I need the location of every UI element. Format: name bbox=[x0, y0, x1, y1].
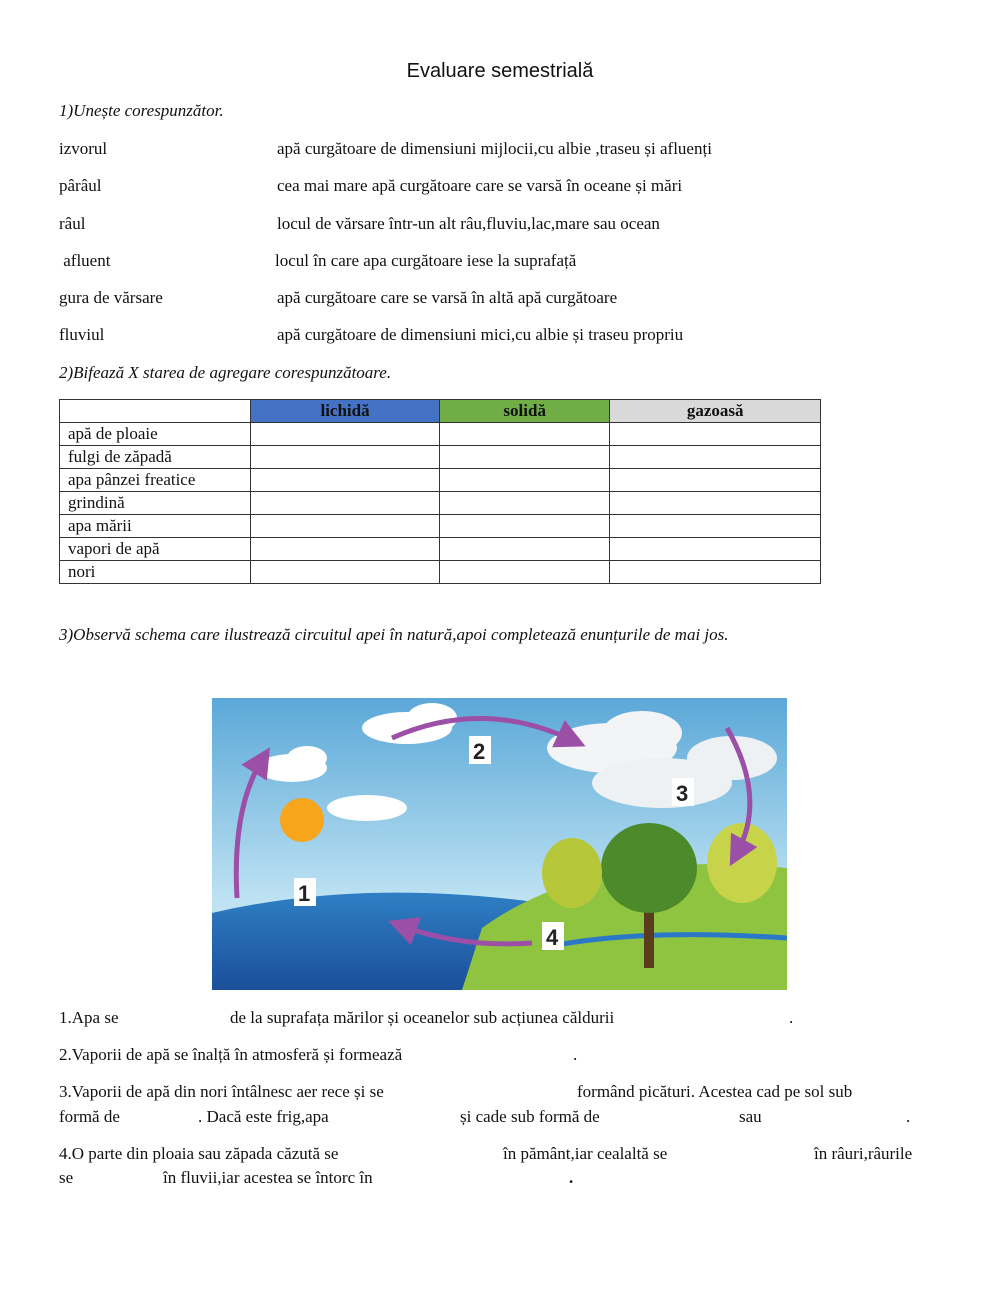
check-cell-solida[interactable] bbox=[440, 561, 610, 584]
check-cell-solida[interactable] bbox=[440, 469, 610, 492]
q3-prompt: 3)Observă schema care ilustrează circuitul apei în natură,apoi completează enunțurile de mai jos. bbox=[59, 625, 729, 644]
header-lichida: lichidă bbox=[251, 400, 440, 423]
row-label: grindină bbox=[60, 492, 251, 515]
row-label: apa mării bbox=[60, 515, 251, 538]
q1-right-item[interactable]: apă curgătoare de dimensiuni mici,cu albie și traseu propriu bbox=[277, 325, 684, 344]
row-label: apa pânzei freatice bbox=[60, 469, 251, 492]
table-row bbox=[60, 561, 821, 584]
states-table bbox=[59, 399, 821, 584]
q1-prompt: 1)Unește corespunzător. bbox=[59, 101, 224, 120]
s3-blank-5[interactable] bbox=[768, 1107, 911, 1129]
check-cell-solida[interactable] bbox=[440, 538, 610, 561]
s4-text: se bbox=[59, 1168, 74, 1187]
diagram-label-1: 1 bbox=[298, 881, 311, 906]
check-cell-gazoasa[interactable] bbox=[610, 538, 821, 561]
s3-text: sau bbox=[739, 1107, 762, 1126]
s4-text: în râuri,râurile bbox=[814, 1144, 913, 1163]
s1-text: 1.Apa se bbox=[59, 1008, 119, 1027]
table-row bbox=[60, 515, 821, 538]
s1-blank-1[interactable] bbox=[132, 1008, 228, 1030]
s1-text: de la suprafața mărilor și oceanelor sub acțiunea căldurii bbox=[230, 1008, 615, 1027]
s3-text: formă de bbox=[59, 1107, 120, 1126]
s4-text: . bbox=[569, 1168, 574, 1187]
q1-left-item[interactable]: afluent bbox=[59, 251, 111, 270]
header-empty bbox=[60, 400, 251, 423]
check-cell-lichida[interactable] bbox=[251, 446, 440, 469]
s4-text: în pământ,iar cealaltă se bbox=[503, 1144, 668, 1163]
diagram-label-4: 4 bbox=[546, 925, 559, 950]
q1-right-item[interactable]: locul de vărsare într-un alt râu,fluviu,lac,mare sau ocean bbox=[277, 214, 660, 233]
s3-blank-1[interactable] bbox=[440, 1082, 576, 1104]
sun bbox=[280, 798, 324, 842]
q2-prompt: 2)Bifează X starea de agregare corespunzătoare. bbox=[59, 363, 392, 382]
s3-blank-3[interactable] bbox=[352, 1107, 460, 1129]
table-row bbox=[60, 469, 821, 492]
page-title: Evaluare semestrială bbox=[406, 60, 594, 82]
water-cycle-diagram bbox=[212, 698, 787, 990]
s4-blank-4[interactable] bbox=[408, 1168, 570, 1190]
s4-blank-2[interactable] bbox=[696, 1144, 812, 1166]
s3-text: . bbox=[906, 1107, 911, 1126]
check-cell-gazoasa[interactable] bbox=[610, 469, 821, 492]
s4-text: 4.O parte din ploaia sau zăpada căzută se bbox=[59, 1144, 339, 1163]
q1-right-item[interactable]: cea mai mare apă curgătoare care se varsă în oceane și mări bbox=[277, 176, 683, 195]
s3-text: . Dacă este frig,apa bbox=[198, 1107, 329, 1126]
s3-text: formând picături. Acestea cad pe sol sub bbox=[577, 1082, 853, 1101]
row-label: fulgi de zăpadă bbox=[60, 446, 251, 469]
q1-left-item[interactable]: pârâul bbox=[59, 176, 102, 195]
s1-blank-2[interactable] bbox=[676, 1008, 790, 1030]
check-cell-lichida[interactable] bbox=[251, 423, 440, 446]
table-row bbox=[60, 446, 821, 469]
q1-right-item[interactable]: locul în care apa curgătoare iese la suprafață bbox=[275, 251, 577, 270]
row-label: vapori de apă bbox=[60, 538, 251, 561]
diagram-label-3: 3 bbox=[676, 781, 689, 806]
check-cell-gazoasa[interactable] bbox=[610, 446, 821, 469]
check-cell-solida[interactable] bbox=[440, 423, 610, 446]
check-cell-gazoasa[interactable] bbox=[610, 561, 821, 584]
check-cell-solida[interactable] bbox=[440, 492, 610, 515]
header-solida: solidă bbox=[440, 400, 610, 423]
table-header-row bbox=[60, 400, 821, 423]
s2-text: 2.Vaporii de apă se înalță în atmosferă și formează bbox=[59, 1045, 403, 1064]
check-cell-solida[interactable] bbox=[440, 446, 610, 469]
check-cell-gazoasa[interactable] bbox=[610, 515, 821, 538]
s4-blank-1[interactable] bbox=[386, 1144, 502, 1166]
check-cell-lichida[interactable] bbox=[251, 469, 440, 492]
row-label: apă de ploaie bbox=[60, 423, 251, 446]
s3-blank-4[interactable] bbox=[625, 1107, 739, 1129]
check-cell-lichida[interactable] bbox=[251, 561, 440, 584]
q1-left-item[interactable]: râul bbox=[59, 214, 86, 233]
check-cell-lichida[interactable] bbox=[251, 492, 440, 515]
s4-text: în fluvii,iar acestea se întorc în bbox=[163, 1168, 373, 1187]
q1-right-item[interactable]: apă curgătoare care se varsă în altă apă curgătoare bbox=[277, 288, 618, 307]
header-gazoasa: gazoasă bbox=[610, 400, 821, 423]
check-cell-gazoasa[interactable] bbox=[610, 492, 821, 515]
q1-left-item[interactable]: gura de vărsare bbox=[59, 288, 163, 307]
check-cell-lichida[interactable] bbox=[251, 538, 440, 561]
table-row bbox=[60, 492, 821, 515]
q1-right-item[interactable]: apă curgătoare de dimensiuni mijlocii,cu albie ,traseu și afluenți bbox=[277, 139, 712, 158]
s4-blank-3[interactable] bbox=[80, 1168, 164, 1190]
q1-left-item[interactable]: fluviul bbox=[59, 325, 105, 344]
s2-blank-1[interactable] bbox=[460, 1045, 574, 1067]
check-cell-lichida[interactable] bbox=[251, 515, 440, 538]
s2-text: . bbox=[573, 1045, 578, 1064]
check-cell-solida[interactable] bbox=[440, 515, 610, 538]
s1-text: . bbox=[789, 1008, 794, 1027]
s3-text: și cade sub formă de bbox=[460, 1107, 600, 1126]
row-label: nori bbox=[60, 561, 251, 584]
check-cell-gazoasa[interactable] bbox=[610, 423, 821, 446]
table-row bbox=[60, 538, 821, 561]
diagram-label-2: 2 bbox=[473, 739, 486, 764]
table-row bbox=[60, 423, 821, 446]
q1-left-item[interactable]: izvorul bbox=[59, 139, 108, 158]
s3-text: 3.Vaporii de apă din nori întâlnesc aer rece și se bbox=[59, 1082, 384, 1101]
s3-blank-2[interactable] bbox=[134, 1107, 200, 1129]
